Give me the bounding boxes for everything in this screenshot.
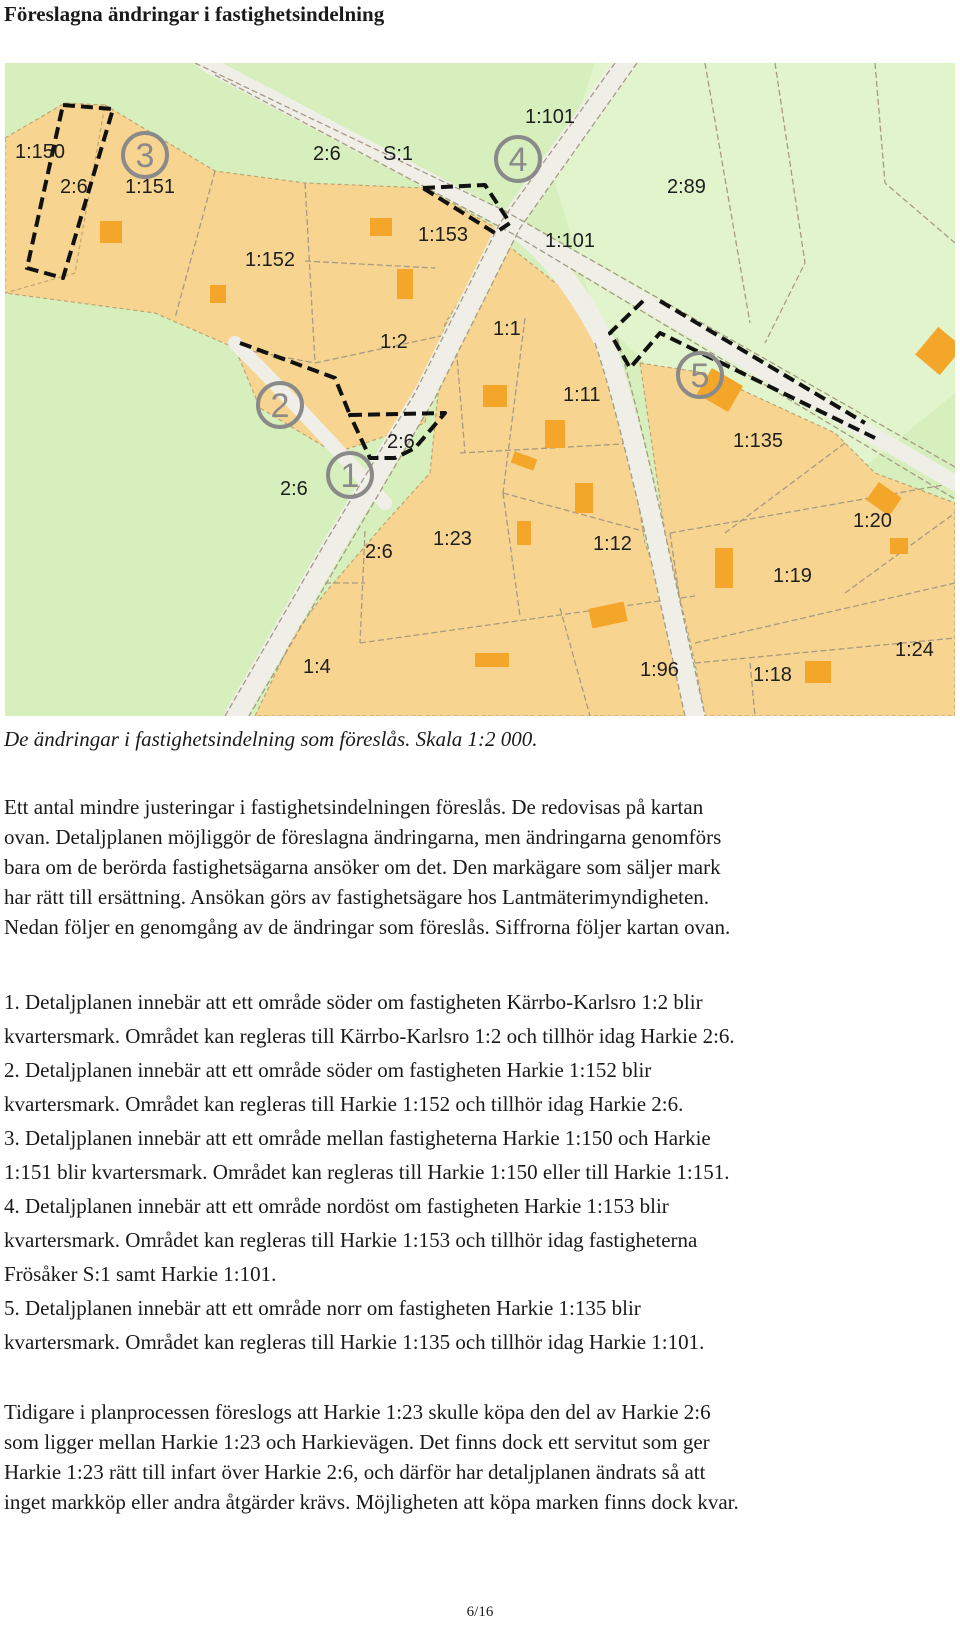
- building: [715, 548, 733, 588]
- list-line: 2. Detaljplanen innebär att ett område söder om fastigheten Harkie 1:152 blir: [4, 1058, 652, 1082]
- parcel-label: S:1: [383, 143, 414, 165]
- parcel-label: 1:150: [15, 141, 66, 163]
- list-line: 3. Detaljplanen innebär att ett område mellan fastigheterna Harkie 1:150 och Harkie: [4, 1126, 711, 1150]
- parcel-label: 1:101: [545, 230, 596, 252]
- parcel-label: 2:6: [60, 176, 88, 198]
- change-number: 4: [508, 141, 528, 179]
- change-number: 3: [135, 137, 155, 175]
- change-list: [4, 985, 954, 1359]
- building: [475, 653, 509, 667]
- parcel-label: 1:151: [125, 176, 176, 198]
- parcel-label: 1:4: [303, 656, 331, 678]
- list-line: 4. Detaljplanen innebär att ett område nordöst om fastigheten Harkie 1:153 blir: [4, 1194, 669, 1218]
- building: [100, 221, 122, 243]
- building: [397, 269, 413, 299]
- parcel-label: 1:20: [853, 510, 892, 532]
- text-line: ovan. Detaljplanen möjliggör de föreslagna ändringarna, men ändringarna genomförs: [4, 825, 722, 849]
- parcel-label: 1:2: [380, 331, 408, 353]
- parcel-label: 1:96: [640, 659, 679, 681]
- parcel-label: 2:89: [667, 176, 706, 198]
- list-line: kvartersmark. Området kan regleras till Kärrbo-Karlsro 1:2 och tillhör idag Harkie 2:6.: [4, 1024, 735, 1048]
- text-line: Tidigare i planprocessen föreslogs att Harkie 1:23 skulle köpa den del av Harkie 2:6: [4, 1400, 711, 1424]
- page-number: 6/16: [466, 1604, 494, 1620]
- building: [483, 385, 507, 407]
- building: [517, 521, 531, 545]
- page-title: Föreslagna ändringar i fastighetsindelning: [4, 2, 385, 26]
- list-line: Frösåker S:1 samt Harkie 1:101.: [4, 1262, 277, 1286]
- parcel-label: 2:6: [387, 431, 415, 453]
- parcel-label: 1:135: [733, 430, 784, 452]
- closing-paragraph: [4, 1397, 954, 1517]
- change-number: 1: [340, 457, 360, 495]
- parcel-label: 1:12: [593, 533, 632, 555]
- parcel-label: 2:6: [313, 143, 341, 165]
- change-number: 5: [690, 357, 710, 395]
- parcel-label: 1:1: [493, 318, 521, 340]
- parcel-label: 1:152: [245, 249, 296, 271]
- text-line: har rätt till ersättning. Ansökan görs av fastighetsägare hos Lantmäterimyndigheten.: [4, 885, 710, 909]
- text-line: Nedan följer en genomgång av de ändringar som föreslås. Siffrorna följer kartan ovan.: [4, 915, 731, 939]
- building: [805, 661, 831, 683]
- list-line: kvartersmark. Området kan regleras till Harkie 1:153 och tillhör idag fastigheterna: [4, 1228, 698, 1252]
- parcel-label: 1:24: [895, 639, 934, 661]
- text-line: bara om de berörda fastighetsägarna ansöker om det. Den markägare som säljer mark: [4, 855, 721, 879]
- change-number: 2: [270, 387, 290, 425]
- list-line: kvartersmark. Området kan regleras till Harkie 1:135 och tillhör idag Harkie 1:101.: [4, 1330, 705, 1354]
- list-line: kvartersmark. Området kan regleras till Harkie 1:152 och tillhör idag Harkie 2:6.: [4, 1092, 684, 1116]
- parcel-label: 2:6: [365, 541, 393, 563]
- list-line: 5. Detaljplanen innebär att ett område norr om fastigheten Harkie 1:135 blir: [4, 1296, 641, 1320]
- parcel-label: 1:23: [433, 528, 472, 550]
- building: [545, 420, 565, 448]
- property-map: [5, 63, 955, 716]
- map-caption: De ändringar i fastighetsindelning som föreslås. Skala 1:2 000.: [4, 727, 538, 751]
- list-line: 1. Detaljplanen innebär att ett område söder om fastigheten Kärrbo-Karlsro 1:2 blir: [4, 990, 703, 1014]
- building: [370, 218, 392, 236]
- parcel-label: 1:153: [418, 224, 469, 246]
- text-line: inget markköp eller andra åtgärder krävs. Möjligheten att köpa marken finns dock kvar.: [4, 1490, 739, 1514]
- parcel-label: 1:18: [753, 664, 792, 686]
- text-line: Ett antal mindre justeringar i fastighetsindelningen föreslås. De redovisas på kartan: [4, 795, 704, 819]
- building: [210, 285, 226, 303]
- parcel-label: 1:101: [525, 106, 576, 128]
- parcel-label: 1:11: [563, 384, 601, 406]
- list-line: 1:151 blir kvartersmark. Området kan regleras till Harkie 1:150 eller till Harkie 1:151.: [4, 1160, 730, 1184]
- building: [575, 483, 593, 513]
- text-line: som ligger mellan Harkie 1:23 och Harkievägen. Det finns dock ett servitut som ger: [4, 1430, 710, 1454]
- parcel-label: 1:19: [773, 565, 812, 587]
- intro-paragraph: [4, 792, 954, 942]
- parcel-label: 2:6: [280, 478, 308, 500]
- building: [890, 538, 908, 554]
- text-line: Harkie 1:23 rätt till infart över Harkie 2:6, och därför har detaljplanen ändrats så att: [4, 1460, 706, 1484]
